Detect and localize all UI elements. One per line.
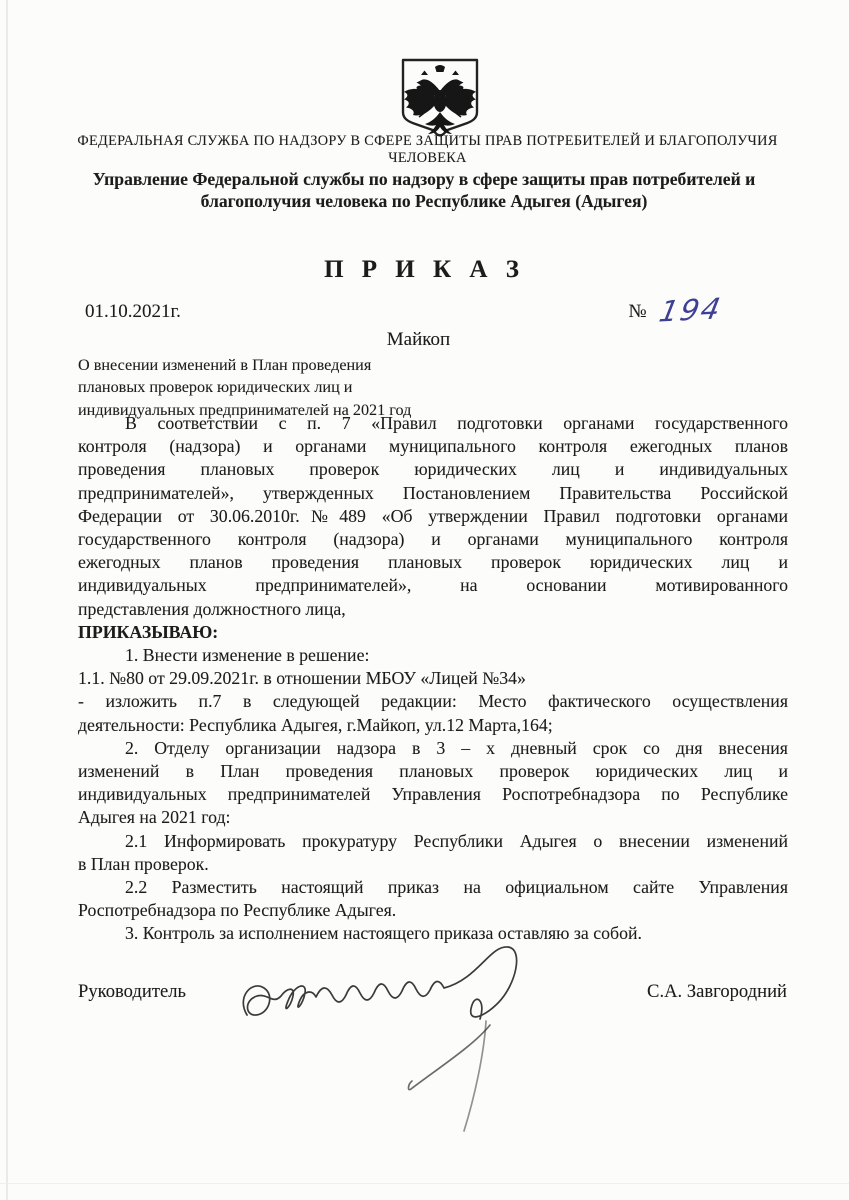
- body-line: 2.1 Информировать прокуратуру Республики Адыгея о внесении изменений: [125, 830, 788, 851]
- body-line: Федерации от 30.06.2010г.№489 «Об утверждении Правил подготовки органами: [78, 505, 788, 526]
- body-line: деятельности: Республика Адыгея, г.Майкоп, ул.12 Марта,164;: [78, 714, 553, 735]
- body-line: изменений в План проведения плановых проверок юридических лиц и: [78, 761, 788, 782]
- doc-body: [78, 412, 788, 946]
- coat-of-arms-icon: [390, 55, 490, 141]
- resolve-word: ПРИКАЗЫВАЮ:: [78, 621, 219, 642]
- body-line: Роспотребнадзора по Республике Адыгея.: [78, 900, 397, 921]
- body-line: 1. Внести изменение в решение:: [125, 645, 370, 666]
- body-line: индивидуальных предпринимателей Управления Роспотребнадзора по Республике: [78, 784, 788, 805]
- org-name: ФЕДЕРАЛЬНАЯ СЛУЖБА ПО НАДЗОРУ В СФЕРЕ ЗАЩИТЫ ПРАВ ПОТРЕБИТЕЛЕЙ И БЛАГОПОЛУЧИЯ ЧЕЛОВЕКА: [77, 133, 778, 166]
- org-department-name: Управление Федеральной службы по надзору в сфере защиты прав потребителей и благополучия человека по Республике Адыгея (Адыгея): [92, 169, 756, 211]
- subject-line: индивидуальных предпринимателей на 2021 год: [78, 400, 412, 419]
- doc-number-handwritten-value: 194: [656, 291, 725, 329]
- doc-type-title: П Р И К А З: [324, 256, 525, 283]
- signature-icon: [228, 933, 568, 1148]
- subject-line: О внесении изменений в План проведения: [78, 356, 372, 374]
- scan-bottom-artifact: [0, 1183, 849, 1184]
- issue-date: 01.10.2021г.: [85, 301, 181, 322]
- signer-role: Руководитель: [78, 981, 186, 1002]
- signer-name: С.А. Завгородний: [647, 981, 787, 1002]
- body-line: 1.1. №80 от 29.09.2021г. в отношении МБОУ «Лицей №34»: [78, 668, 526, 689]
- body-line: контроля (надзора) и органами муниципального контроля ежегодных планов: [78, 436, 788, 457]
- subject-line: плановых проверок юридических лиц и: [78, 378, 353, 397]
- body-line: - изложить п.7 в следующей редакции: Место фактического осуществления: [78, 691, 788, 712]
- doc-number-label: №: [628, 301, 647, 322]
- body-line: индивидуальных предпринимателей», на основании мотивированного: [78, 575, 788, 596]
- body-line: ежегодных планов проведения плановых проверок юридических лиц и: [78, 552, 788, 573]
- body-line: 3. Контроль за исполнением настоящего приказа оставляю за собой.: [125, 923, 642, 944]
- body-line: государственного контроля (надзора) и органами муниципального контроля: [78, 529, 788, 550]
- doc-number: [628, 291, 725, 329]
- scan-edge-artifact: [6, 0, 8, 1200]
- body-line: представления должностного лица,: [78, 598, 346, 619]
- body-line: проведения плановых проверок юридических лиц и индивидуальных: [78, 459, 788, 480]
- body-line: В соответствии с п. 7 «Правил подготовки органами государственного: [125, 413, 788, 433]
- place-name: Майкоп: [386, 329, 451, 350]
- body-line: Адыгея на 2021 год:: [78, 807, 231, 828]
- body-line: в План проверок.: [78, 853, 209, 874]
- body-line: 2.2 Разместить настоящий приказ на официальном сайте Управления: [125, 877, 788, 898]
- body-line: предпринимателей», утвержденных Постановлением Правительства Российской: [78, 482, 788, 503]
- doc-meta-row: [85, 291, 771, 329]
- body-line: 2. Отделу организации надзора в 3 – х дневный срок со дня внесения: [125, 737, 788, 758]
